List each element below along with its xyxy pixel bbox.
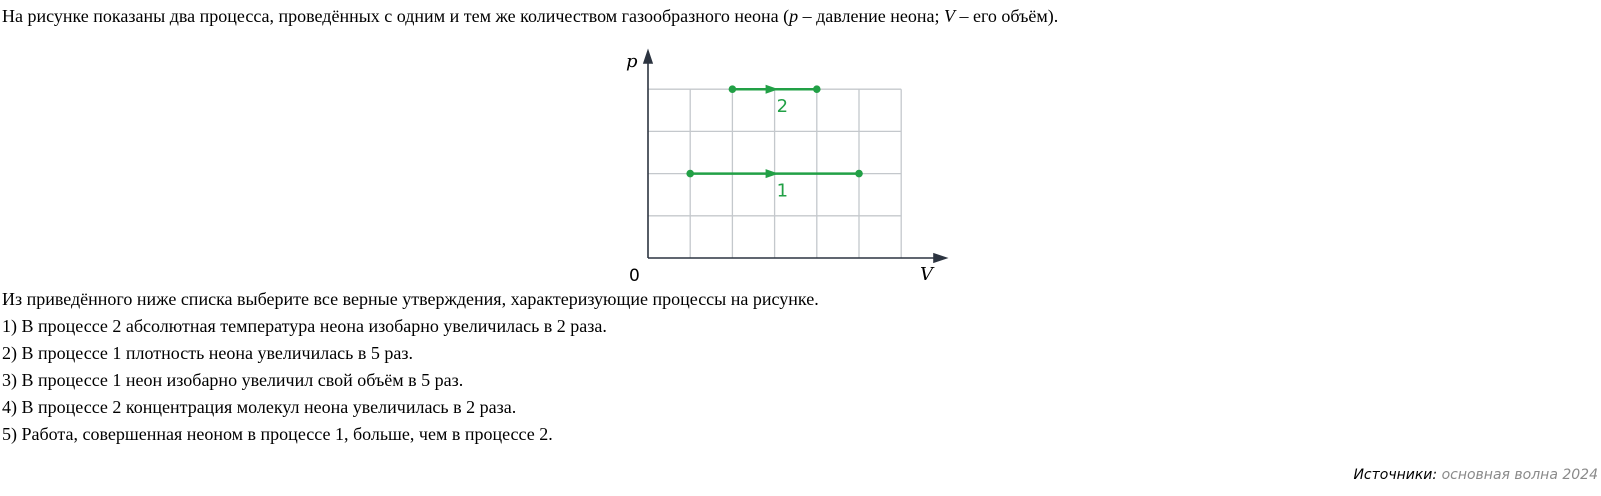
question-text: Из приведённого ниже списка выберите все верные утверждения, характеризующие процессы на рисунке.	[2, 289, 819, 309]
option-5: 5) Работа, совершенная неоном в процессе 1, больше, чем в процессе 2.	[2, 424, 553, 444]
option-4: 4) В процессе 2 концентрация молекул неона увеличилась в 2 раза.	[2, 397, 517, 417]
process-1-end-point	[855, 170, 863, 178]
process-2-arrow	[766, 85, 779, 94]
option-2: 2) В процессе 1 плотность неона увеличилась в 5 раз.	[2, 343, 413, 363]
pv-diagram	[600, 45, 950, 285]
v-axis-label: V	[920, 264, 933, 285]
process-1-arrow	[766, 169, 779, 178]
option-3: 3) В процессе 1 неон изобарно увеличил свой объём в 5 раз.	[2, 370, 464, 390]
process-2-label: 2	[776, 96, 789, 118]
origin-label: 0	[629, 266, 640, 285]
intro-text: На рисунке показаны два процесса, проведённых с одним и тем же количеством газообразного неона (p – давление неона; V – его объём).	[2, 6, 1059, 26]
process-1-start-point	[686, 170, 694, 178]
source: Источники: основная волна 2024	[1353, 467, 1598, 483]
process-2-start-point	[729, 85, 737, 93]
v-axis-arrow	[934, 254, 946, 262]
option-1: 1) В процессе 2 абсолютная температура неона изобарно увеличилась в 2 раза.	[2, 316, 607, 336]
p-axis-label: p	[626, 51, 638, 72]
process-1-label: 1	[776, 180, 789, 202]
process-2-end-point	[813, 85, 821, 93]
p-axis-arrow	[644, 51, 652, 63]
